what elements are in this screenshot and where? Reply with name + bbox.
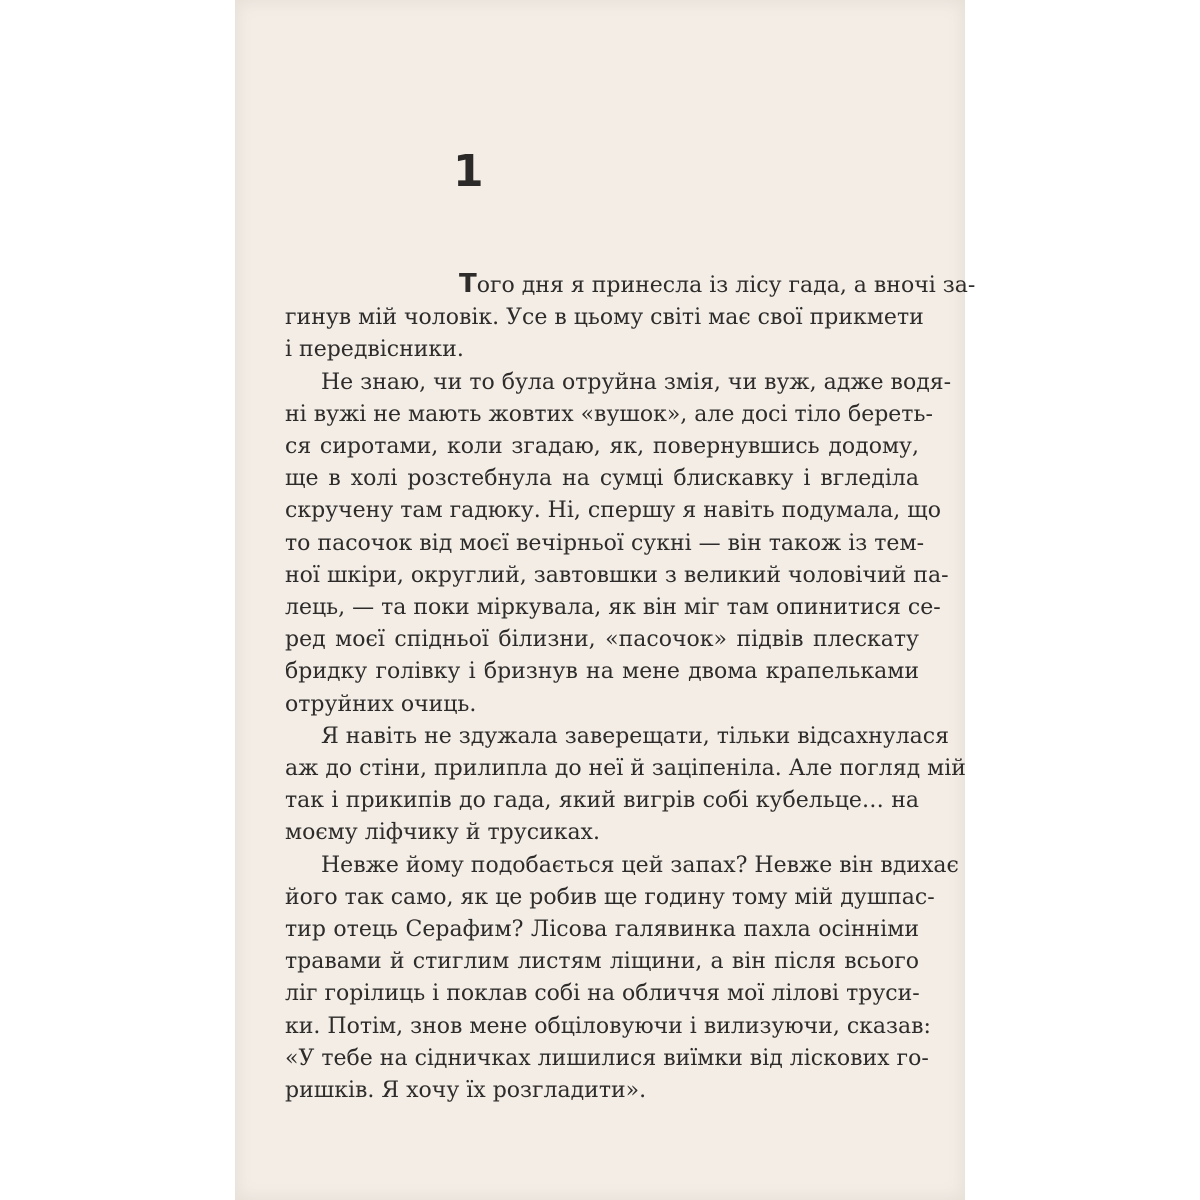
text-line: лець, — та поки міркувала, як він міг там опинитися се- xyxy=(285,595,941,621)
text-line: бридку голівку і бризнув на мене двома крапельками xyxy=(285,659,919,685)
text-line: ся сиротами, коли згадаю, як, повернувшись додому, xyxy=(285,434,919,460)
text-line: ще в холі розстебнула на сумці блискавку і вгледіла xyxy=(285,466,919,492)
text-line: моєму ліфчику й трусиках. xyxy=(285,820,600,846)
text-line: то пасочок від моєї вечірньої сукні — він також із тем- xyxy=(285,530,924,556)
text-line: аж до стіни, прилипла до неї й заціпеніла. Але погляд мій xyxy=(285,756,966,782)
text-line: і передвісники. xyxy=(285,337,464,363)
text-line: гинув мій чоловік. Усе в цьому світі має свої прикмети xyxy=(285,305,924,331)
paragraph-2 xyxy=(285,367,952,721)
text-line: ки. Потім, знов мене обціловуючи і вилизуючи, сказав: xyxy=(285,1013,931,1039)
paragraph-4 xyxy=(285,850,959,1108)
text-line: Невже йому подобається цей запах? Невже він вдихає xyxy=(321,852,959,878)
text-line: його так само, як це робив ще годину тому мій душпас- xyxy=(285,884,935,910)
text-line: скручену там гадюку. Ні, спершу я навіть подумала, що xyxy=(285,498,941,524)
text-line: Я навіть не здужала заверещати, тільки відсахнулася xyxy=(321,723,949,749)
text-line: «У тебе на сідничках лишилися виїмки від ліскових го- xyxy=(285,1045,929,1071)
paragraph-3 xyxy=(285,721,966,850)
text-line: тир отець Серафим? Лісова галявинка пахла осінніми xyxy=(285,917,919,943)
text-line: отруйних очиць. xyxy=(285,691,477,717)
text-line: ної шкіри, округлий, завтовшки з великий чоловічий па- xyxy=(285,562,949,588)
book-page xyxy=(235,0,976,1200)
text-line: Того дня я принесла із лісу гада, а вночі за- xyxy=(459,269,976,299)
paragraph-1 xyxy=(285,268,976,367)
text-line: Не знаю, чи то була отруйна змія, чи вуж, адже водя- xyxy=(321,369,952,395)
text-line: ришків. Я хочу їх розгладити». xyxy=(285,1078,647,1104)
body-text xyxy=(285,268,976,1107)
drop-cap: Т xyxy=(459,269,477,299)
chapter-number: 1 xyxy=(453,146,484,197)
text-line: ред моєї спідньої білизни, «пасочок» підвів плескату xyxy=(285,627,919,653)
text-line: так і прикипів до гада, який вигрів собі кубельце… на xyxy=(285,788,919,814)
text-line: ні вужі не мають жовтих «вушок», але досі тіло береть- xyxy=(285,401,933,427)
text-line: ліг горілиць і поклав собі на обличчя мої лілові труси- xyxy=(285,981,920,1007)
text-line: травами й стиглим листям ліщини, а він після всього xyxy=(285,949,919,975)
